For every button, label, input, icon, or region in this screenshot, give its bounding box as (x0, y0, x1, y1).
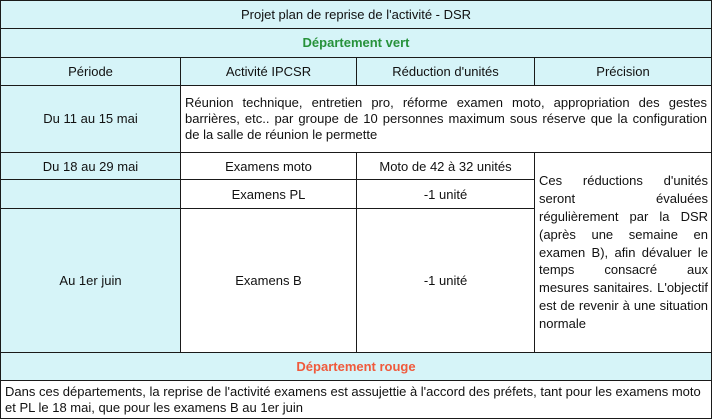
row4-activite: Examens B (181, 209, 357, 353)
row2-reduction: Moto de 42 à 32 unités (357, 152, 535, 179)
row3-reduction: -1 unité (357, 180, 535, 209)
header-periode: Période (1, 57, 181, 85)
row4-reduction: -1 unité (357, 209, 535, 353)
section-departement-vert: Département vert (1, 29, 712, 57)
header-precision: Précision (535, 57, 712, 85)
row3-periode-empty (1, 180, 181, 209)
header-activite: Activité IPCSR (181, 57, 357, 85)
row1-periode: Du 11 au 15 mai (1, 85, 181, 152)
row2-activite: Examens moto (181, 152, 357, 179)
header-reduction: Réduction d'unités (357, 57, 535, 85)
section-departement-rouge: Département rouge (1, 352, 712, 380)
precision-text: Ces réductions d'unités seront évaluées régulièrement par la DSR (après une semaine en examen B), afin dévaluer le temps consacré aux mesures sanitaires. L'objectif est de revenir à une situation normale (535, 152, 712, 352)
row1-description: Réunion technique, entretien pro, réforme examen moto, appropriation des gestes barrières, etc.. par groupe de 10 personnes maximum sous réserve que la configuration de la salle de réunion le permette (181, 85, 712, 152)
row3-activite: Examens PL (181, 180, 357, 209)
table-title: Projet plan de reprise de l'activité - DSR (1, 1, 712, 29)
row4-periode: Au 1er juin (1, 209, 181, 353)
row2-periode: Du 18 au 29 mai (1, 152, 181, 179)
footer-text: Dans ces départements, la reprise de l'activité examens est assujettie à l'accord des préfets, tant pour les examens moto et PL le 18 mai, que pour les examens B au 1er juin (1, 381, 712, 419)
